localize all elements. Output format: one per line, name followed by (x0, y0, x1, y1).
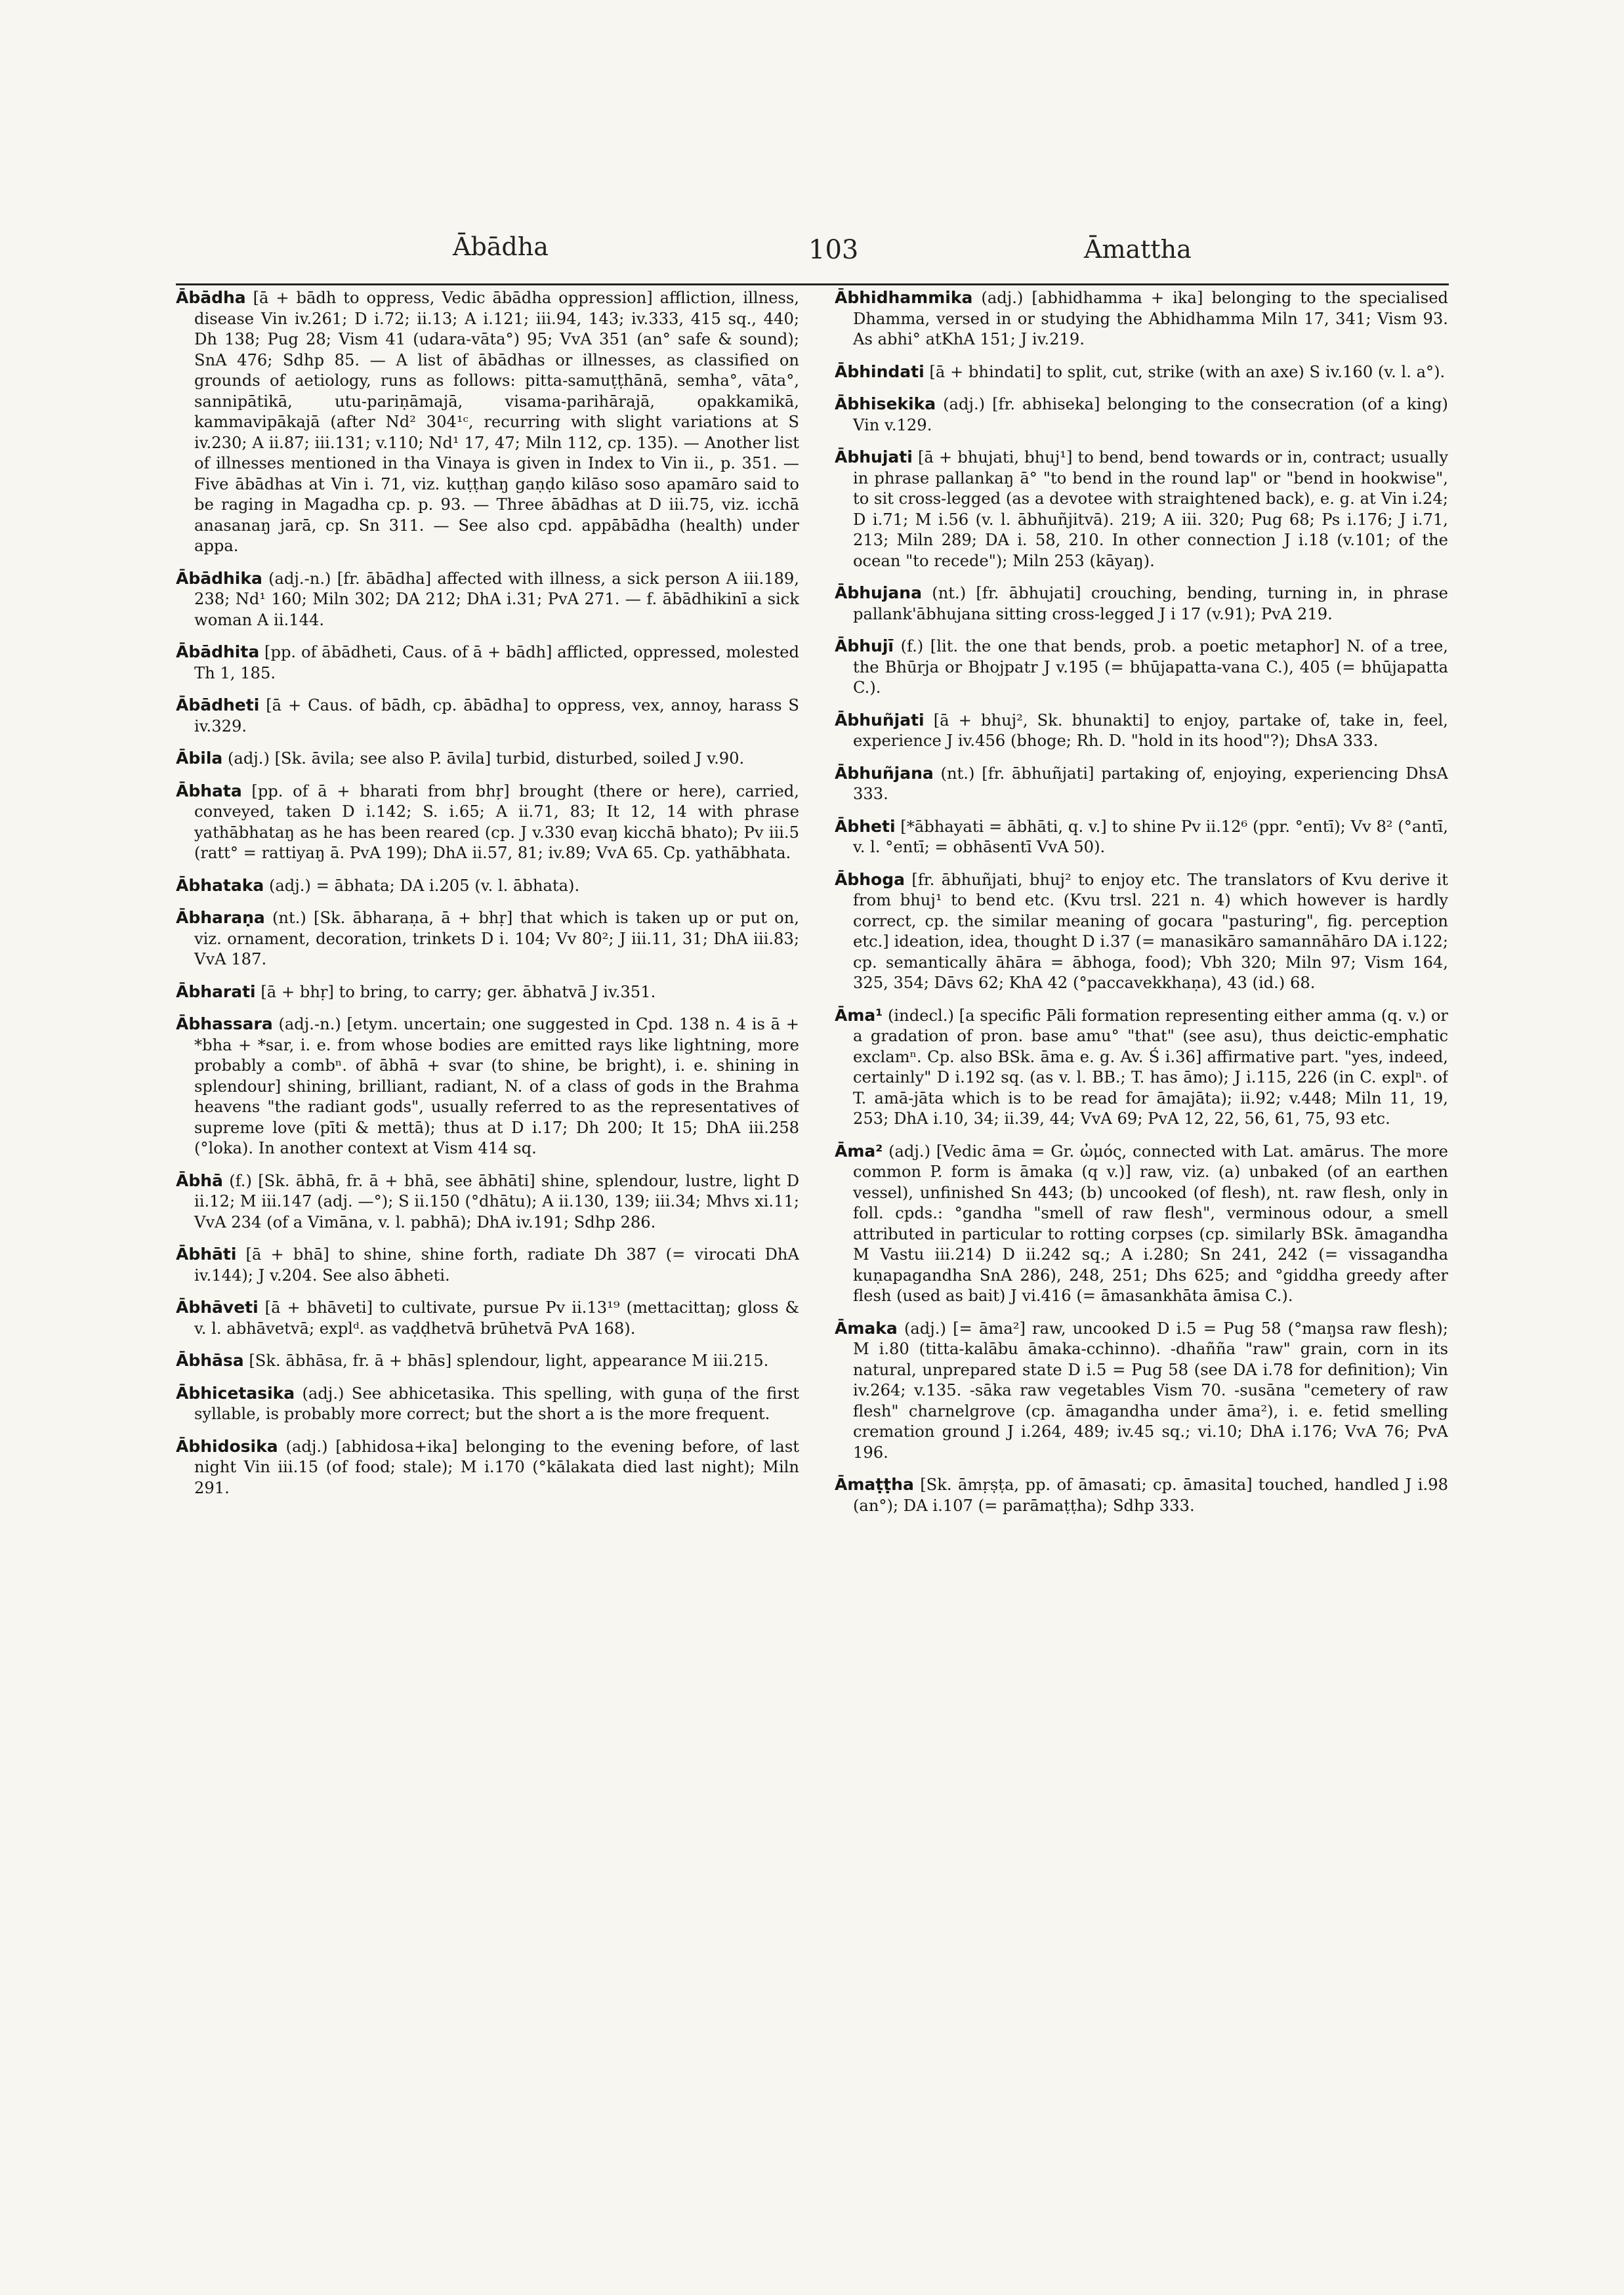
dictionary-entry (176, 875, 799, 897)
headword: Āmaṭṭha (835, 1475, 914, 1494)
dictionary-entry (835, 362, 1448, 383)
headword: Ābhidosika (176, 1436, 278, 1456)
dictionary-entry (835, 1141, 1448, 1307)
dictionary-entry (835, 1318, 1448, 1464)
dictionary-entry (176, 907, 799, 970)
header-right-word: Āmattha (1084, 235, 1192, 264)
dictionary-entry (176, 748, 799, 770)
entry-text: [*ābhayati = ābhāti, q. v.] to shine Pv ii.12⁶ (ppr. °entī); Vv 8² (°antī, v. l. °entī; = obhāsentī VvA 50). (853, 817, 1448, 856)
entry-text: [fr. ābhuñjati, bhuj² to enjoy etc. The translators of Kvu derive it from bhuj¹ to bend etc. (Kvu trsl. 221 n. 4) which however is hardly correct, cp. the similar meaning of gocara "pasturing", fig. perception etc.] ideation, idea, thought D i.37 (= manasikāro samannāhāro DA i.122; cp. semantically āhāra = ābhoga, food); Vbh 320; Miln 97; Vism 164, 325, 354; Dāvs 62; KhA 42 (°paccavekkhaṇa), 43 (id.) 68. (853, 870, 1448, 992)
headword: Ābhoga (835, 869, 905, 889)
entry-text: (indecl.) [a specific Pāli formation representing either amma (q. v.) or a gradation of pron. base amu° "that" (see asu), thus deictic-emphatic exclamⁿ. Cp. also BSk. āma e. g. Av. Ś i.36] affirmative part. "yes, indeed, certainly" D i.192 sq. (as v. l. BB.; T. has āmo); J i.115, 226 (in C. explⁿ. of T. amā-jāta which is to be read for āmajāta); ii.92; v.448; Miln 11, 19, 253; DhA i.10, 34; ii.39, 44; VvA 69; PvA 12, 22, 56, 61, 75, 93 etc. (853, 1006, 1448, 1128)
entry-text: (f.) [lit. the one that bends, prob. a poetic metaphor] N. of a tree, the Bhūrja or Bhojpatr J v.195 (= bhūjapatta-vana C.), 405 (= bhūjapatta C.). (853, 637, 1448, 697)
dictionary-entry (176, 982, 799, 1003)
headword: Ābādhita (176, 642, 260, 661)
entry-text: (adj.) [abhidosa+ika] belonging to the evening before, of last night Vin iii.15 (of food; stale); M i.170 (°kālakata died last night); Miln 291. (194, 1437, 799, 1497)
entry-text: (nt.) [Sk. ābharaṇa, ā + bhṛ] that which is taken up or put on, viz. ornament, decoration, trinkets D i. 104; Vv 80²; J iii.11, 31; DhA iii.83; VvA 187. (194, 909, 799, 968)
header-left-word: Ābādha (453, 232, 549, 261)
dictionary-entry (176, 1170, 799, 1233)
entry-text: (nt.) [fr. ābhujati] crouching, bending, turning in, in phrase pallank'ābhujana sitting cross-legged J i 17 (v.91); PvA 219. (853, 584, 1448, 623)
entry-text: (adj.) = ābhata; DA i.205 (v. l. ābhata). (268, 876, 580, 895)
entry-text: [ā + bhuj², Sk. bhunakti] to enjoy, partake of, take in, feel, experience J iv.456 (bhoge; Rh. D. "hold in its hood"?); DhsA 333. (853, 711, 1448, 750)
dictionary-entry (835, 1474, 1448, 1516)
entry-text: [ā + bhujati, bhuj¹] to bend, bend towards or in, contract; usually in phrase pallankaŋ ā° "to bend in the round lap" or "bend in hookwise", to sit cross-legged (as a devotee with straightened back), e. g. at Vin i.24; D i.71; M i.56 (v. l. ābhuñjitvā). 219; A iii. 320; Pug 68; Ps i.176; J i.71, 213; Miln 289; DA i. 58, 210. In other connection J i.18 (v.101; of the ocean "to recede"); Miln 253 (kāyaŋ). (853, 448, 1448, 570)
entry-text: (adj.) See abhicetasika. This spelling, with guṇa of the first syllable, is probably more correct; but the short a is the more frequent. (194, 1384, 799, 1423)
headword: Ābhataka (176, 875, 264, 895)
headword: Ābhuñjati (835, 710, 925, 730)
headword: Āma¹ (835, 1005, 883, 1025)
entry-text: [Sk. ābhāsa, fr. ā + bhās] splendour, light, appearance M iii.215. (249, 1352, 769, 1370)
entry-text: (f.) [Sk. ābhā, fr. ā + bhā, see ābhāti] shine, splendour, lustre, light D ii.12; M iii.147 (adj. —°); S ii.150 (°dhātu); A ii.130, 139; iii.34; Mhvs xi.11; VvA 234 (of a Vimāna, v. l. pabhā); DhA iv.191; Sdhp 286. (194, 1171, 799, 1231)
headword: Ābhuñjana (835, 763, 934, 783)
entry-text: [Sk. āmṛṣṭa, pp. of āmasati; cp. āmasita] touched, handled J i.98 (an°); DA i.107 (= parāmaṭṭha); Sdhp 333. (853, 1476, 1448, 1515)
header-rule (176, 283, 1449, 285)
entry-text: [ā + bhindati] to split, cut, strike (with an axe) S iv.160 (v. l. a°). (929, 362, 1446, 381)
dictionary-entry (835, 710, 1448, 752)
dictionary-entry (835, 583, 1448, 625)
entry-text: (adj.) [Vedic āma = Gr. ὠμός, connected with Lat. amārus. The more common P. form is āmaka (q v.)] raw, viz. (a) unbaked (of an earthen vessel), unfinished Sn 443; (b) uncooked (of flesh), nt. raw flesh, only in foll. cpds.: °gandha "smell of raw flesh", verminous odour, a smell attributed in particular to rotting corpses (cp. similarly BSk. āmagandha M Vastu iii.214) D ii.242 sq.; A i.280; Sn 241, 242 (= vissagandha kuṇapagandha SnA 286), 248, 251; Dhs 625; and °giddha greedy after flesh (used as bait) J vi.416 (= āmasankhāta āmisa C.). (853, 1142, 1448, 1305)
dictionary-entry (176, 1244, 799, 1286)
headword: Ābhidhammika (835, 288, 973, 307)
headword: Ābhāsa (176, 1351, 244, 1370)
entry-text: (adj.) [Sk. āvila; see also P. āvila] turbid, disturbed, soiled J v.90. (227, 749, 745, 768)
dictionary-entry (835, 636, 1448, 699)
dictionary-entry (176, 287, 799, 557)
dictionary-entry (835, 447, 1448, 571)
headword: Ābādheti (176, 695, 260, 714)
entry-text: (adj.) [fr. abhiseka] belonging to the consecration (of a king) Vin v.129. (853, 395, 1448, 434)
dictionary-entry (835, 816, 1448, 858)
headword: Ābādha (176, 288, 246, 307)
dictionary-entry (835, 869, 1448, 994)
dictionary-entry (176, 568, 799, 631)
dictionary-entry (835, 287, 1448, 350)
headword: Ābheti (835, 816, 896, 836)
headword: Ābhujī (835, 636, 894, 655)
entry-text: [ā + bhā] to shine, shine forth, radiate Dh 387 (= virocati DhA iv.144); J v.204. See also ābheti. (194, 1245, 799, 1285)
dictionary-entry (176, 642, 799, 684)
entry-text: [ā + bhāveti] to cultivate, pursue Pv ii.13¹⁹ (mettacittaŋ; gloss & v. l. abhāvetvā; explᵈ. as vaḍḍhetvā brūhetvā PvA 168). (194, 1298, 799, 1338)
dictionary-entry (176, 1297, 799, 1339)
headword: Ābhāti (176, 1245, 237, 1264)
headword: Ābhicetasika (176, 1383, 295, 1403)
entry-text: (adj.) [= āma²] raw, uncooked D i.5 = Pug 58 (°maŋsa raw flesh); M i.80 (titta-kalābu āmaka-cchinno). -dhañña "raw" grain, corn in its natural, unprepared state D i.5 = Pug 58 (see DA i.78 for definition); Vin iv.264; v.135. -sāka raw vegetables Vism 70. -susāna "cemetery of raw flesh" charnelgrove (cp. āmagandha under āma²), i. e. fetid smelling cremation ground J i.264, 489; iv.45 sq.; vi.10; DhA i.176; VvA 76; PvA 196. (853, 1319, 1448, 1462)
headword: Ābharaṇa (176, 908, 265, 927)
entry-text: (adj.) [abhidhamma + ika] belonging to the specialised Dhamma, versed in or studying the Abhidhamma Miln 17, 341; Vism 93. As abhi° atKhA 151; J iv.219. (853, 289, 1448, 348)
headword: Ābharati (176, 982, 256, 1001)
headword: Ābhāveti (176, 1298, 259, 1317)
dictionary-entry (176, 1350, 799, 1372)
headword: Ābhā (176, 1170, 223, 1190)
dictionary-entry (176, 1436, 799, 1499)
dictionary-entry (176, 1014, 799, 1159)
dictionary-entry (835, 1005, 1448, 1130)
dictionary-entry (176, 1383, 799, 1425)
entry-text: [ā + Caus. of bādh, cp. ābādha] to oppress, vex, annoy, harass S iv.329. (194, 696, 799, 735)
right-column (835, 287, 1448, 2249)
headword: Āmaka (835, 1318, 898, 1338)
headword: Ābhujati (835, 447, 913, 466)
headword: Ābhindati (835, 362, 925, 381)
entry-text: (adj.-n.) [etym. uncertain; one suggested in Cpd. 138 n. 4 is ā + *bha + *sar, i. e. from whose bodies are emitted rays like lightning, more probably a combⁿ. of ābhā + svar (to shine, be bright), i. e. shining in splendour] shining, brilliant, radiant, N. of a class of gods in the Brahma heavens "the radiant gods", usually referred to as the representatives of supreme love (pīti & mettā); thus at D i.17; Dh 200; It 15; DhA iii.258 (°loka). In another context at Vism 414 sq. (194, 1015, 799, 1157)
page-header (0, 230, 1624, 276)
entry-text: (adj.-n.) [fr. ābādha] affected with illness, a sick person A iii.189, 238; Nd¹ 160; Miln 302; DA 212; DhA i.31; PvA 271. — f. ābādhikinī a sick woman A ii.144. (194, 569, 799, 629)
headword: Āma² (835, 1141, 883, 1161)
entry-text: [pp. of ā + bharati from bhṛ] brought (there or here), carried, conveyed, taken D i.142; S. i.65; A ii.71, 83; It 12, 14 with phrase yathābhataŋ as he has been reared (cp. J v.330 evaŋ kicchā bhato); Pv iii.5 (ratt° = rattiyaŋ ā. PvA 199); DhA ii.57, 81; iv.89; VvA 65. Cp. yathābhata. (194, 781, 799, 862)
headword: Ābādhika (176, 568, 262, 588)
left-column (176, 287, 799, 2249)
headword: Ābhata (176, 781, 242, 800)
page-number: 103 (808, 235, 859, 265)
headword: Ābhisekika (835, 394, 936, 413)
dictionary-entry (176, 781, 799, 864)
headword: Ābila (176, 749, 223, 768)
entry-text: (nt.) [fr. ābhuñjati] partaking of, enjoying, experiencing DhsA 333. (853, 764, 1448, 803)
headword: Ābhassara (176, 1014, 273, 1033)
dictionary-entry (176, 695, 799, 737)
dictionary-entry (835, 394, 1448, 436)
entry-text: [ā + bhṛ] to bring, to carry; ger. ābhatvā J iv.351. (260, 982, 656, 1001)
headword: Ābhujana (835, 583, 922, 602)
entry-text: [ā + bādh to oppress, Vedic ābādha oppression] affliction, illness, disease Vin iv.261; D i.72; ii.13; A i.121; iii.94, 143; iv.333, 415 sq., 440; Dh 138; Pug 28; Vism 41 (udara-vāta°) 95; VvA 351 (an° safe & sound); SnA 476; Sdhp 85. — A list of ābādhas or illnesses, as classified on grounds of aetiology, runs as follows: pitta-samuṭṭhānā, semha°, vāta°, sannipātikā, utu-pariṇāmajā, visama-parihārajā, opakkamikā, kammavipākajā (after Nd² 304¹ᶜ, recurring with slight variations at S iv.230; A ii.87; iii.131; v.110; Nd¹ 17, 47; Miln 112, cp. 135). — Another list of illnesses mentioned in tha Vinaya is given in Index to Vin ii., p. 351. — Five ābādhas at Vin i. 71, viz. kuṭṭhaŋ gaṇḍo kilāso soso apamāro said to be raging in Magadha cp. p. 93. — Three ābādhas at D iii.75, viz. icchā anasanaŋ jarā, cp. Sn 311. — See also cpd. appābādha (health) under appa. (194, 289, 799, 555)
entry-text: [pp. of ābādheti, Caus. of ā + bādh] afflicted, oppressed, molested Th 1, 185. (194, 643, 799, 682)
dictionary-entry (835, 763, 1448, 805)
